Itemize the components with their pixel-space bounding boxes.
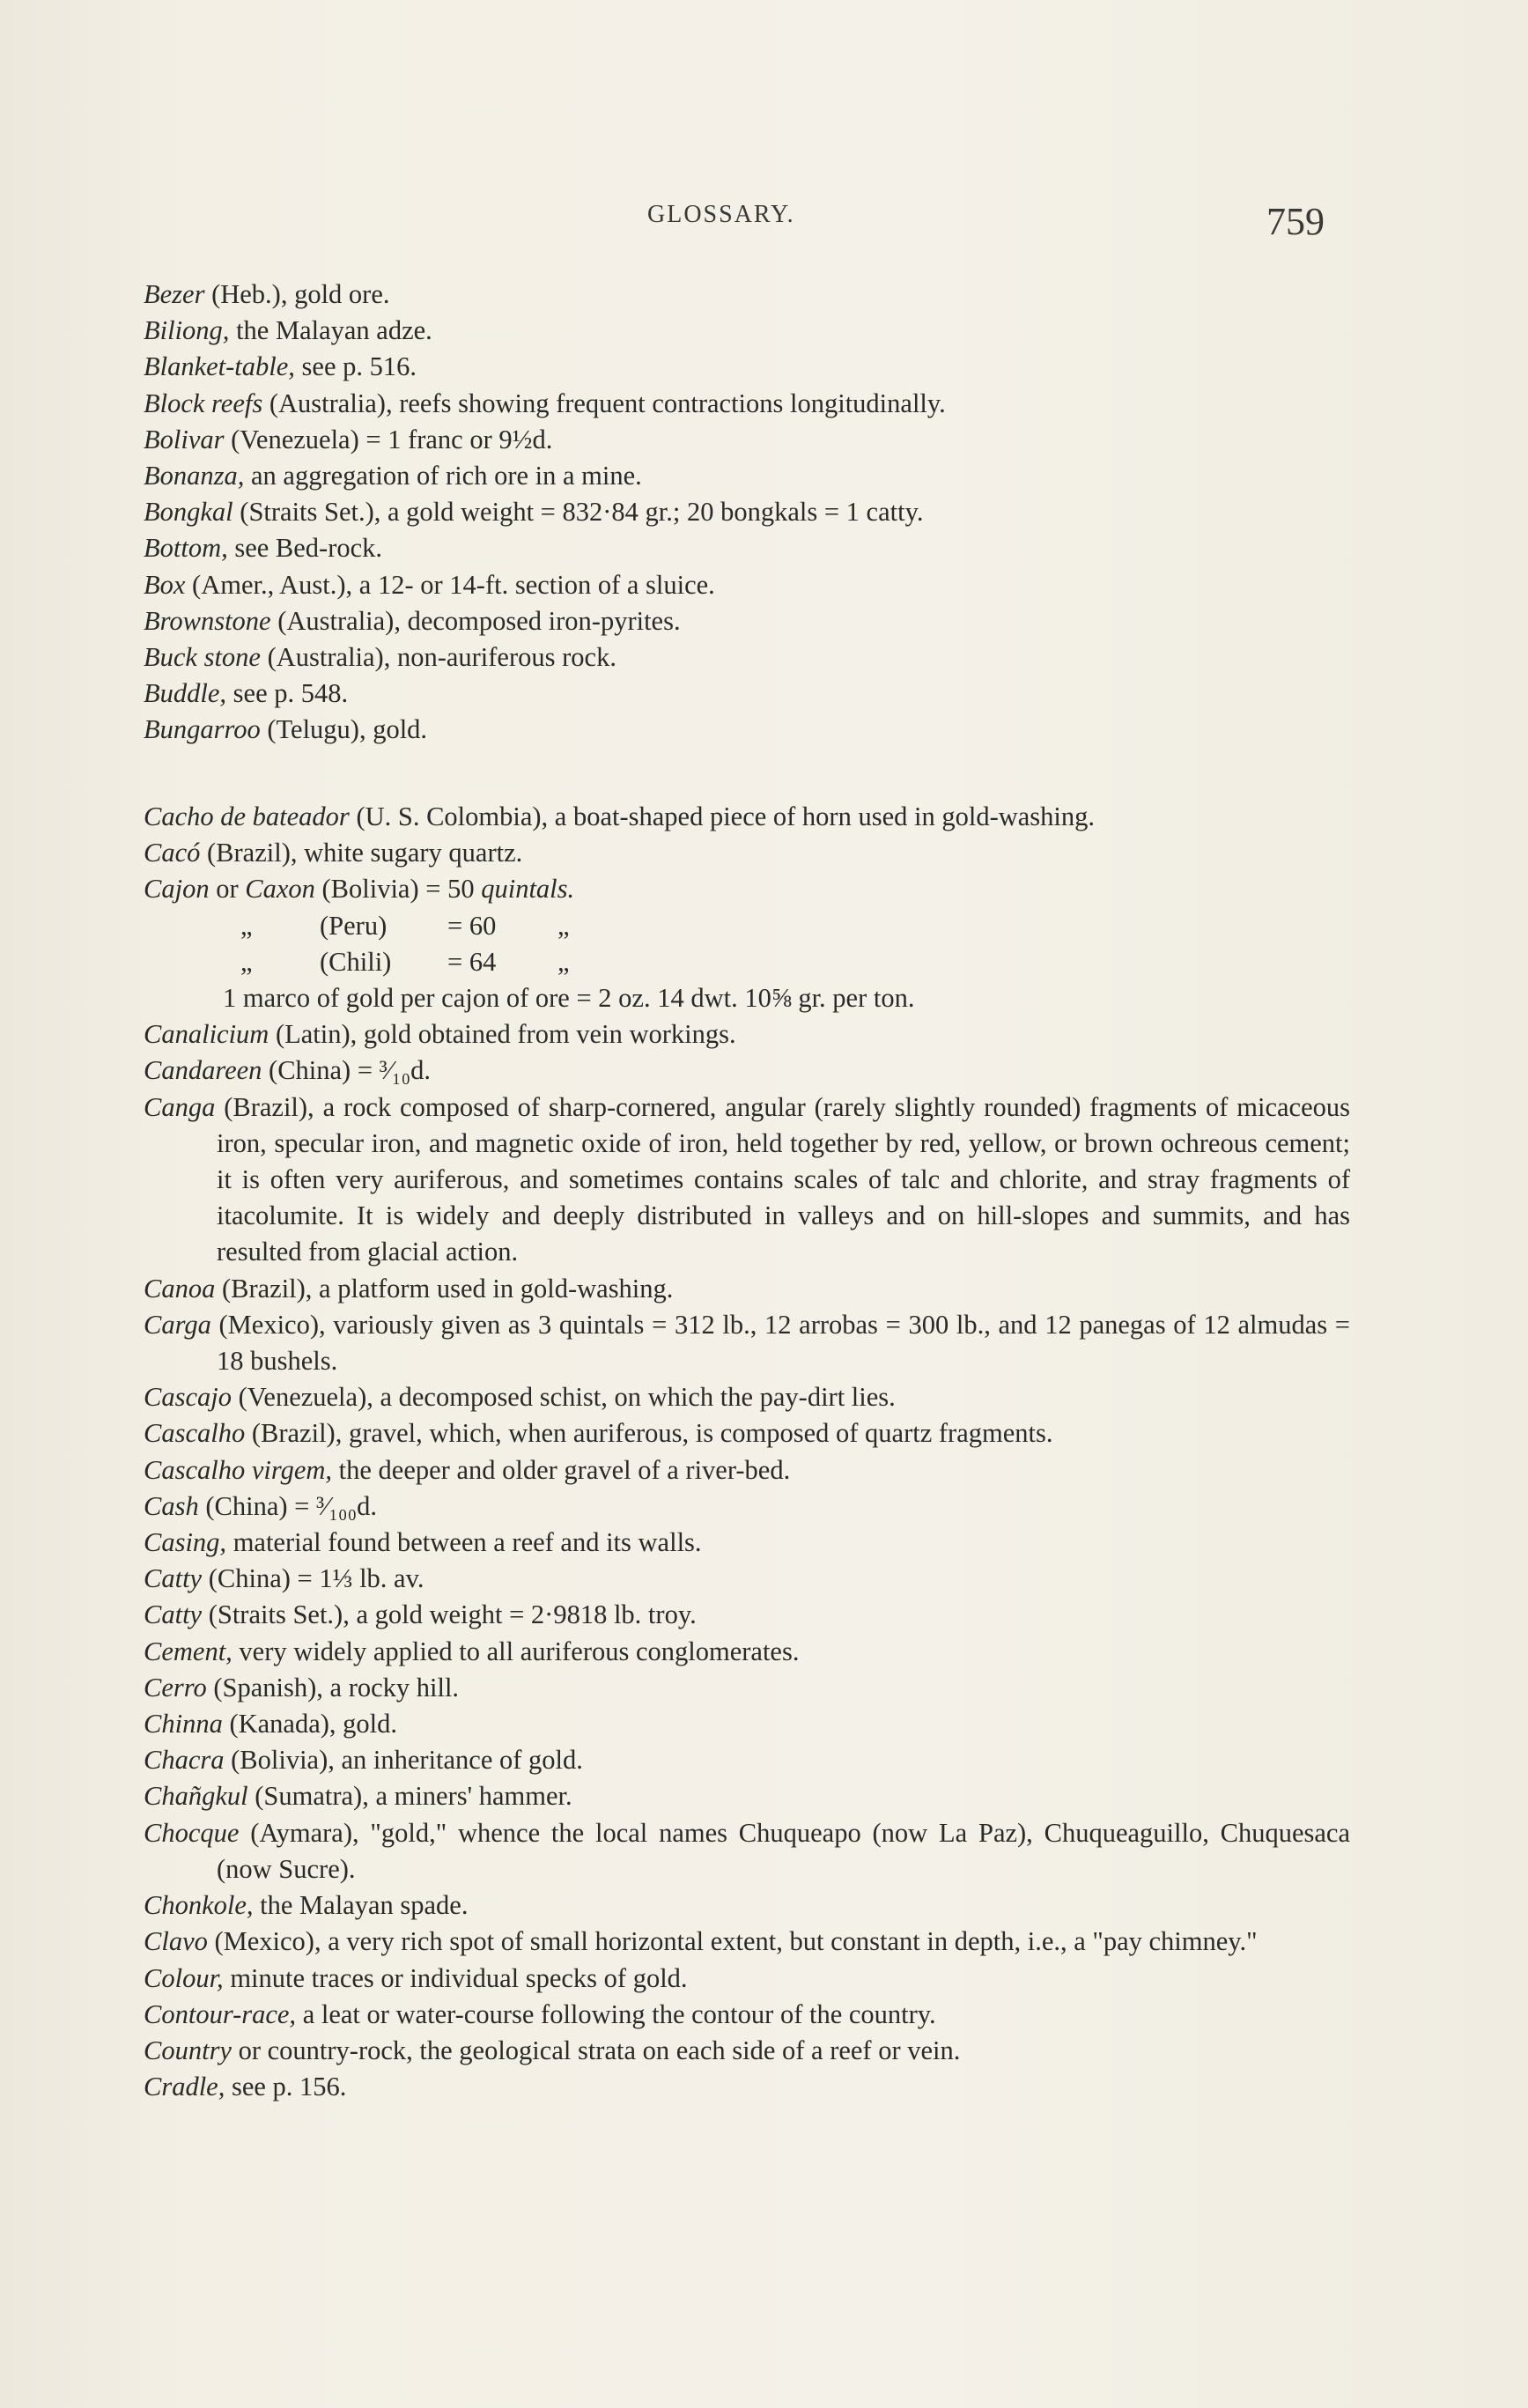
entry-term: Bongkal (144, 497, 233, 528)
glossary-entry (144, 1090, 1350, 1271)
entry-definition: (Brazil), a rock composed of sharp-cornered, angular (rarely slightly rounded) fragments of micaceous iron, specular iron, and magnetic oxide of iron, held together by red, yellow, or brown ochreous cement; it is often very auriferous, and sometimes contains scales of talc and chlorite, and stray fragments of itacolumite. It is widely and deeply distributed in valleys and on hill-slopes and summits, and has resulted from glacial action. (215, 1091, 1350, 1267)
entry-definition: (Venezuela), a decomposed schist, on which the pay-dirt lies. (231, 1382, 896, 1413)
entry-definition: or country-rock, the geological strata on each side of a reef or vein. (231, 2035, 961, 2065)
entry-term: Bungarroo (144, 714, 261, 745)
entry-term: Block reefs (144, 388, 263, 418)
glossary-entry (144, 2069, 1350, 2105)
entry-term: Casing, (144, 1527, 227, 1558)
glossary-entry (144, 1597, 1350, 1633)
entry-term: Cascalho (144, 1418, 246, 1449)
entry-term: Canoa (144, 1273, 216, 1304)
entry-definition: (Amer., Aust.), a 12- or 14-ft. section of a sluice. (185, 569, 715, 600)
glossary-entry (144, 422, 1350, 458)
glossary-entry (144, 1307, 1350, 1379)
entry-definition: (Telugu), gold. (260, 714, 428, 745)
entry-term: Chinna (144, 1709, 223, 1740)
running-title: GLOSSARY. (647, 201, 795, 228)
entry-term: Buck stone (144, 642, 261, 673)
entry-term: Brownstone (144, 605, 271, 636)
entry-term: Canalicium (144, 1019, 269, 1050)
entry-term: Bolivar (144, 424, 225, 454)
glossary-entry (144, 386, 1350, 422)
entry-term: Cajon (144, 874, 210, 905)
entry-definition: (Aymara), "gold," whence the local names Chuqueapo (now La Paz), Chuqueaguillo, Chuquesaca (now Sucre). (217, 1817, 1350, 1884)
entry-definition: (Spanish), a rocky hill. (206, 1672, 460, 1703)
entry-term: Colour, (144, 1962, 224, 1993)
entry-definition: (Brazil), a platform used in gold-washing. (215, 1273, 674, 1304)
entry-term: Bottom, (144, 533, 228, 564)
entry-definition: see p. 516. (294, 351, 417, 382)
entry-term: Cradle, (144, 2072, 225, 2102)
glossary-entry (144, 567, 1350, 603)
glossary-entry (144, 1634, 1350, 1670)
entry-definition: material found between a reef and its walls. (226, 1527, 702, 1558)
ditto-value: = 64 (447, 946, 497, 977)
entry-term: Buddle, (144, 678, 227, 709)
entry-definition: minute traces or individual specks of gold. (223, 1962, 688, 1993)
entry-term: Country (144, 2035, 232, 2065)
entry-definition: a leat or water-course following the contour of the country. (296, 1998, 936, 2029)
glossary-entry (144, 1561, 1350, 1597)
entry-term: Cash (144, 1490, 199, 1521)
cajon-ditto-row (144, 908, 1350, 944)
glossary-entry (144, 313, 1350, 349)
entry-term: Cascajo (144, 1382, 232, 1413)
glossary-entry (144, 799, 1350, 835)
glossary-entry (144, 2033, 1350, 2069)
marco-line (144, 980, 1350, 1016)
glossary-section-b (144, 277, 1350, 749)
glossary-entry (144, 1415, 1350, 1451)
entry-term: Cacho de bateador (144, 801, 350, 831)
glossary-entry (144, 1924, 1350, 1960)
entry-definition: (Australia), non-auriferous rock. (260, 642, 616, 673)
glossary-entry (144, 494, 1350, 530)
entry-definition: (China) = 1⅓ lb. av. (202, 1563, 424, 1594)
glossary-entry (144, 1016, 1350, 1053)
entry-definition: (Bolivia), an inheritance of gold. (224, 1745, 583, 1776)
glossary-entry (144, 349, 1350, 385)
glossary-entry (144, 835, 1350, 871)
entry-definition: (Mexico), a very rich spot of small horizontal extent, but constant in depth, i.e., a "pay chimney." (207, 1926, 1258, 1957)
entry-definition: see Bed-rock. (227, 533, 383, 564)
ditto-mark: „ (557, 910, 570, 941)
glossary-entry (144, 603, 1350, 639)
entry-definition: the Malayan adze. (229, 315, 432, 346)
ditto-mark: „ (557, 946, 570, 977)
entry-unit: quintals. (481, 874, 575, 905)
glossary-entry (144, 1815, 1350, 1887)
marco-term: marco (242, 983, 311, 1014)
entry-definition: see p. 156. (225, 2072, 347, 2102)
entry-term: Cement, (144, 1636, 233, 1666)
entry-definition: (Brazil), gravel, which, when auriferous, is composed of quartz fragments. (245, 1418, 1053, 1449)
ditto-place: (Peru) (320, 910, 388, 941)
ditto-mark: „ (240, 946, 253, 977)
entry-definition: (Bolivia) = 50 (314, 874, 482, 905)
glossary-entry (144, 1379, 1350, 1415)
entry-term: Bonanza, (144, 461, 245, 491)
entry-definition: very widely applied to all auriferous conglomerates. (232, 1636, 800, 1666)
glossary-entry (144, 1452, 1350, 1488)
entry-term-alt: Caxon (245, 874, 315, 905)
entry-term: Bezer (144, 279, 205, 309)
entry-term: Contour-race, (144, 1998, 297, 2029)
entry-definition: (China) = ³⁄₁₀₀d. (198, 1490, 377, 1521)
entry-term: Chonkole, (144, 1890, 254, 1921)
entry-term: Cascalho virgem, (144, 1454, 333, 1485)
entry-term: Catty (144, 1563, 203, 1594)
entry-term: Chocque (144, 1817, 240, 1848)
glossary-entry (144, 712, 1350, 748)
glossary-entry (144, 639, 1350, 676)
glossary-entry (144, 1778, 1350, 1814)
glossary-entry (144, 277, 1350, 313)
entry-definition: (Brazil), white sugary quartz. (200, 838, 523, 868)
entry-definition: (Kanada), gold. (222, 1709, 398, 1740)
entry-definition: (Australia), decomposed iron-pyrites. (270, 605, 681, 636)
glossary-entry (144, 676, 1350, 712)
entry-term: Catty (144, 1599, 203, 1630)
glossary-entry (144, 530, 1350, 566)
glossary-entry (144, 1887, 1350, 1924)
entry-definition: an aggregation of rich ore in a mine. (244, 461, 642, 491)
page-number: 759 (1266, 200, 1325, 243)
entry-term: Chacra (144, 1745, 225, 1776)
entry-definition: (Latin), gold obtained from vein workings. (269, 1019, 736, 1050)
marco-text: 1 (223, 983, 243, 1014)
entry-definition: (Straits Set.), a gold weight = 2·9818 lb. troy. (202, 1599, 697, 1630)
entry-term: Cerro (144, 1672, 207, 1703)
glossary-entry (144, 1997, 1350, 2033)
entry-definition: (Venezuela) = 1 franc or 9½d. (224, 424, 553, 454)
entry-definition: the deeper and older gravel of a river-bed. (332, 1454, 791, 1485)
entry-term: Cacó (144, 838, 201, 868)
entry-term: Box (144, 569, 186, 600)
entry-definition: the Malayan spade. (253, 1890, 469, 1921)
entry-definition: (Australia), reefs showing frequent contractions longitudinally. (262, 388, 946, 418)
entry-definition: (Sumatra), a miners' hammer. (247, 1781, 572, 1812)
entry-term: Canga (144, 1091, 216, 1122)
entry-definition: (Heb.), gold ore. (204, 279, 390, 309)
glossary-entry (144, 1670, 1350, 1706)
glossary-entry (144, 1488, 1350, 1525)
glossary-entry (144, 1742, 1350, 1778)
glossary-entry (144, 458, 1350, 494)
marco-text: of gold per (310, 983, 442, 1014)
entry-term: Clavo (144, 1926, 208, 1957)
marco-term: cajon (441, 983, 500, 1014)
glossary-entry (144, 1706, 1350, 1742)
entry-definition: (U. S. Colombia), a boat-shaped piece of horn used in gold-washing. (349, 801, 1096, 831)
entry-definition: or (209, 874, 246, 905)
entry-term: Carga (144, 1309, 211, 1340)
glossary-entry (144, 1271, 1350, 1307)
entry-term: Blanket-table, (144, 351, 295, 382)
entry-definition: (China) = ³⁄₁₀d. (262, 1055, 432, 1086)
glossary-section-c (144, 799, 1350, 2105)
entry-definition: (Straits Set.), a gold weight = 832·84 gr.; 20 bongkals = 1 catty. (233, 497, 924, 528)
marco-text: of ore = 2 oz. 14 dwt. 10⅝ gr. per ton. (499, 983, 915, 1014)
entry-definition: see p. 548. (226, 678, 349, 709)
entry-term: Biliong, (144, 315, 230, 346)
glossary-entry (144, 871, 1350, 907)
cajon-ditto-row (144, 944, 1350, 980)
glossary-entry (144, 1053, 1350, 1089)
ditto-mark: „ (240, 910, 253, 941)
ditto-value: = 60 (447, 910, 497, 941)
glossary-entry (144, 1961, 1350, 1997)
entry-term: Candareen (144, 1055, 262, 1086)
entry-term: Chañgkul (144, 1781, 248, 1812)
entry-definition: (Mexico), variously given as 3 quintals = 312 lb., 12 arrobas = 300 lb., and 12 panegas of 12 almudas = 18 bushels. (210, 1309, 1350, 1377)
ditto-place: (Chili) (320, 946, 392, 977)
glossary-entry (144, 1525, 1350, 1561)
